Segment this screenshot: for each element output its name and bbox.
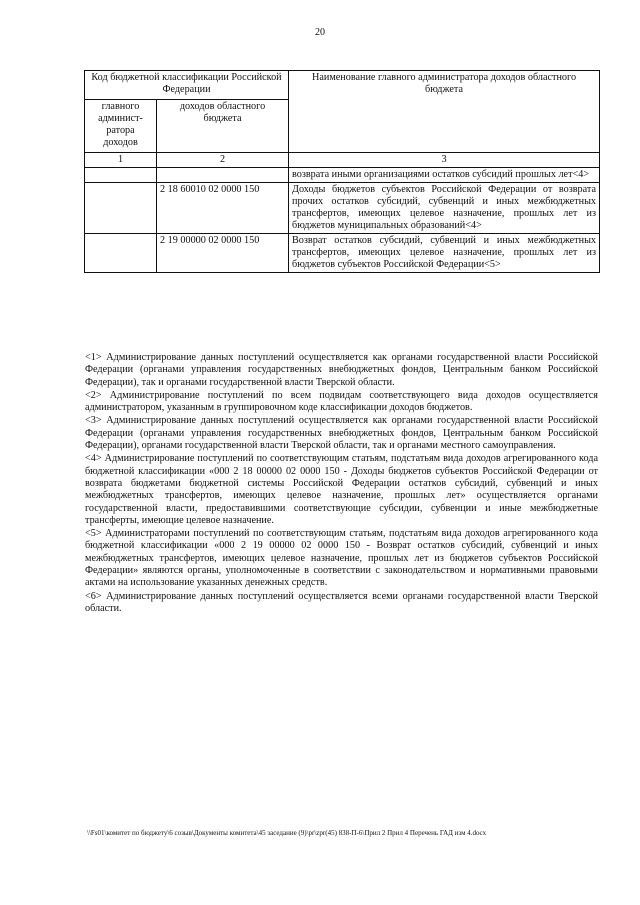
name-cell: Возврат остатков субсидий, субвенций и иных межбюджетных трансфертов, имеющих целевое назначение, прошлых лет из бюджетов субъектов Российской Федерации<5> bbox=[289, 234, 600, 273]
table-row bbox=[85, 183, 600, 234]
footnote: <5> Администраторами поступлений по соответствующим статьям, подстатьям вида доходов агрегированного кода бюджетной классификации «000 2 19 00000 02 0000 150 - Возврат остатков субсидий, субвенций и иных межбюджетных трансфертов, имеющих целевое назначение, прошлых лет из бюджетов субъектов Российской Федерации» являются органы, уполномоченные в соответствии с законодательством и нормативными правовыми актами на использование указанных денежных средств. bbox=[85, 528, 598, 589]
footer-file-path: \\Fs01\комитет по бюджету\6 созыв\Документы комитета\45 заседание (9)\pr\zpr(45) 838-П-6\Прил 2 Прил 4 Перечень ГАД изм 4.docx bbox=[87, 829, 487, 837]
admin-cell bbox=[85, 168, 157, 183]
column-number: 3 bbox=[289, 153, 600, 168]
table-row bbox=[85, 168, 600, 183]
column-number: 2 bbox=[157, 153, 289, 168]
footnote: <3> Администрирование данных поступлений осуществляется как органами государственной власти Российской Федерации (органами управления государственных внебюджетных фондов, Центральным банком Российской Федерации), органами государственной власти Тверской области, так и органами местного самоуправления. bbox=[85, 415, 598, 452]
column-number: 1 bbox=[85, 153, 157, 168]
table-row bbox=[85, 234, 600, 273]
code-cell bbox=[157, 168, 289, 183]
footnote: <2> Администрирование поступлений по всем подвидам соответствующего вида доходов осуществляется администратором, указанным в группировочном коде классификации доходов бюджетов. bbox=[85, 389, 598, 414]
table-column-numbers-row bbox=[85, 153, 600, 168]
budget-classification-table bbox=[84, 70, 600, 273]
footnote: <4> Администрирование поступлений по соответствующим статьям, подстатьям вида доходов агрегированного кода бюджетной классификации «000 2 18 00000 02 0000 150 - Доходы бюджетов субъектов Российской Федерации от возврата бюджетами бюджетной системы Российской Федерации остатков субсидий, субвенций и иных межбюджетных трансфертов, имеющих целевое назначение, прошлых лет» осуществляется органами государственной власти, предоставившими соответствующие субсидии, субвенции и иные межбюджетные трансферты, имеющие целевое назначение. bbox=[85, 453, 598, 526]
code-cell: 2 18 60010 02 0000 150 bbox=[157, 183, 289, 234]
table-header-row bbox=[85, 71, 600, 100]
header-code-group: Код бюджетной классификации Российской Федерации bbox=[85, 71, 289, 100]
admin-cell bbox=[85, 183, 157, 234]
name-cell: возврата иными организациями остатков субсидий прошлых лет<4> bbox=[289, 168, 600, 183]
footnote: <6> Администрирование данных поступлений осуществляется всеми органами государственной власти Тверской области. bbox=[85, 590, 598, 614]
code-cell: 2 19 00000 02 0000 150 bbox=[157, 234, 289, 273]
footnote: <1> Администрирование данных поступлений осуществляется как органами государственной власти Российской Федерации (органами управления государственных внебюджетных фондов, Центральным банком Российской Федерации), так и органами государственной власти Тверской области. bbox=[85, 352, 598, 388]
header-name: Наименование главного администратора доходов областного бюджета bbox=[289, 71, 600, 153]
header-main-admin: главного админист-ратора доходов bbox=[85, 100, 157, 153]
footnotes bbox=[85, 352, 598, 616]
name-cell: Доходы бюджетов субъектов Российской Федерации от возврата прочих остатков субсидий, субвенций и иных межбюджетных трансфертов, имеющих целевое назначение, прошлых лет из бюджетов муниципальных образований<4> bbox=[289, 183, 600, 234]
page-number: 20 bbox=[315, 27, 325, 38]
header-income: доходов областного бюджета bbox=[157, 100, 289, 153]
admin-cell bbox=[85, 234, 157, 273]
